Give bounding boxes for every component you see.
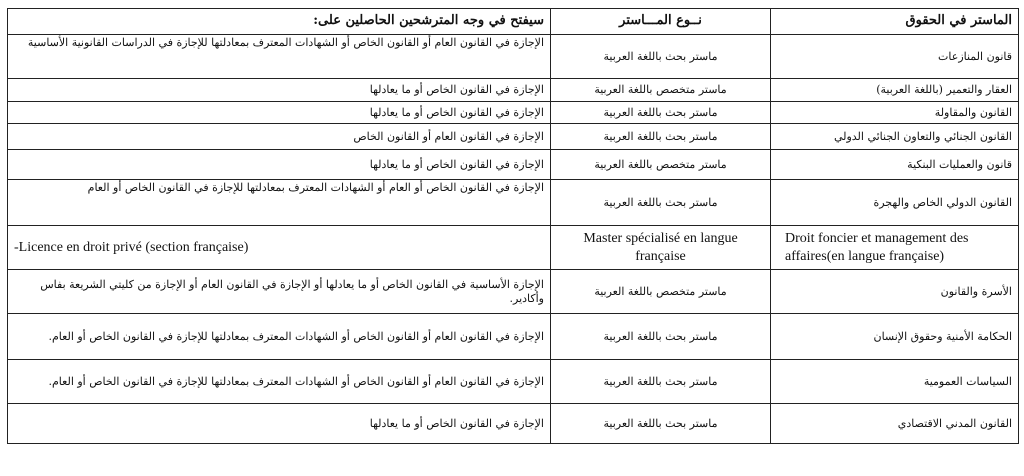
open-to-cell: الإجازة في القانون العام أو القانون الخاص أو الشهادات المعترف بمعادلتها للإجازة في القانون الخاص أو العام.: [8, 360, 551, 404]
open-to-cell: الإجازة في القانون العام أو القانون الخاص أو الشهادات المعترف بمعادلتها للإجازة في القانون الخاص أو العام.: [8, 314, 551, 360]
table-row: [8, 35, 1019, 79]
cropped-text-fragment-top: [620, 0, 850, 7]
table-row: [8, 314, 1019, 360]
master-name-cell: قانون والعمليات البنكية: [771, 150, 1019, 180]
master-type-cell: ماستر بحث باللغة العربية: [551, 35, 771, 79]
table-row: [8, 270, 1019, 314]
master-name-cell: الأسرة والقانون: [771, 270, 1019, 314]
table-row: [8, 404, 1019, 444]
open-to-cell: الإجازة في القانون الخاص أو ما يعادلها: [8, 404, 551, 444]
table-row: [8, 124, 1019, 150]
master-type-cell: ماستر بحث باللغة العربية: [551, 314, 771, 360]
table-header-row: [8, 9, 1019, 35]
master-name-cell: السياسات العمومية: [771, 360, 1019, 404]
master-name-cell: قانون المنازعات: [771, 35, 1019, 79]
open-to-cell: الإجازة في القانون الخاص أو ما يعادلها: [8, 150, 551, 180]
table-row: [8, 180, 1019, 226]
table-row: [8, 226, 1019, 270]
master-type-cell: ماستر بحث باللغة العربية: [551, 404, 771, 444]
master-type-cell: ماستر متخصص باللغة العربية: [551, 150, 771, 180]
master-name-cell: القانون والمقاولة: [771, 102, 1019, 124]
master-name-cell: العقار والتعمير (باللغة العربية): [771, 79, 1019, 102]
master-type-cell: ماستر متخصص باللغة العربية: [551, 79, 771, 102]
table-row: [8, 150, 1019, 180]
open-to-cell: الإجازة في القانون الخاص أو ما يعادلها: [8, 102, 551, 124]
open-to-cell: الإجازة في القانون الخاص أو العام أو الشهادات المعترف بمعادلتها للإجازة في القانون الخاص أو العام: [8, 180, 551, 226]
open-to-cell: الإجازة في القانون العام أو القانون الخاص: [8, 124, 551, 150]
header-master-name: الماستر في الحقوق: [771, 9, 1019, 35]
master-type-cell: Master spécialisé en langue française: [551, 226, 771, 270]
master-programs-table: [7, 8, 1019, 444]
table-row: [8, 79, 1019, 102]
master-type-cell: ماستر بحث باللغة العربية: [551, 124, 771, 150]
open-to-cell: الإجازة في القانون العام أو القانون الخاص أو الشهادات المعترف بمعادلتها للإجازة في الدراسات القانونية الأساسية: [8, 35, 551, 79]
master-name-cell: القانون الدولي الخاص والهجرة: [771, 180, 1019, 226]
table-row: [8, 102, 1019, 124]
master-name-cell: القانون الجنائي والتعاون الجنائي الدولي: [771, 124, 1019, 150]
open-to-cell: الإجازة في القانون الخاص أو ما يعادلها: [8, 79, 551, 102]
cropped-text-fragment-bottom: [790, 471, 990, 476]
master-type-cell: ماستر بحث باللغة العربية: [551, 180, 771, 226]
master-name-cell: الحكامة الأمنية وحقوق الإنسان: [771, 314, 1019, 360]
header-master-type: نــوع المـــاستر: [551, 9, 771, 35]
master-name-cell: Droit foncier et management des affaires(en langue française): [771, 226, 1019, 270]
table-row: [8, 360, 1019, 404]
master-type-cell: ماستر بحث باللغة العربية: [551, 102, 771, 124]
master-type-cell: ماستر بحث باللغة العربية: [551, 360, 771, 404]
open-to-cell: -Licence en droit privé (section française): [8, 226, 551, 270]
master-type-cell: ماستر متخصص باللغة العربية: [551, 270, 771, 314]
master-name-cell: القانون المدني الاقتصادي: [771, 404, 1019, 444]
open-to-cell: الإجازة الأساسية في القانون الخاص أو ما يعادلها أو الإجازة في القانون العام أو الإجازة من كليتي الشريعة بفاس وأكادير.: [8, 270, 551, 314]
header-open-to: سيفتح في وجه المترشحين الحاصلين على:: [8, 9, 551, 35]
